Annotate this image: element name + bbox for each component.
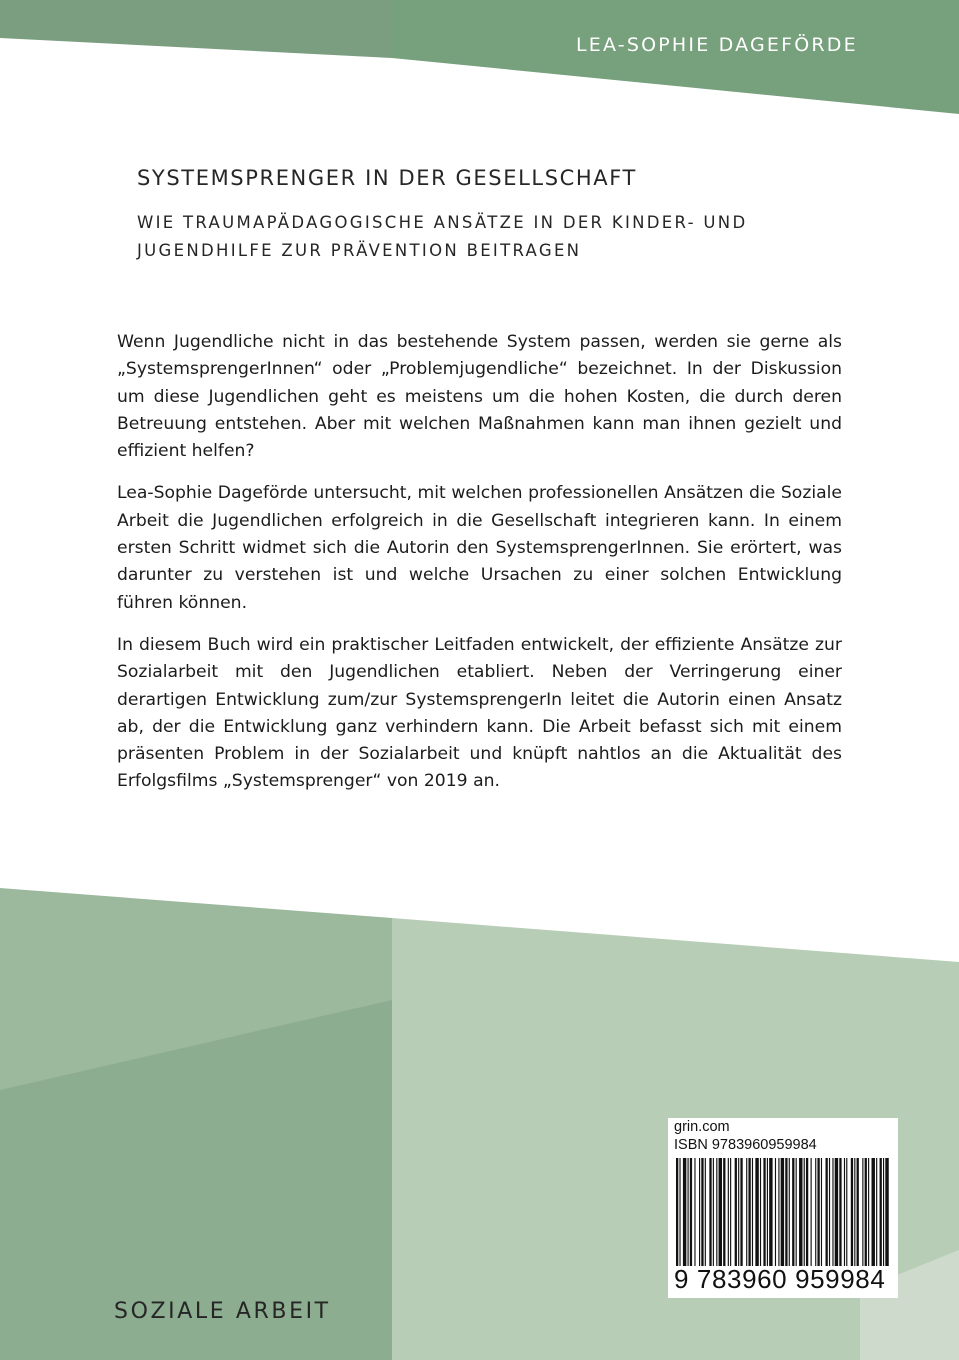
- barcode-bar: [789, 1158, 790, 1266]
- barcode-bar: [705, 1158, 706, 1266]
- barcode-bar: [679, 1158, 680, 1266]
- barcode-bar: [719, 1158, 722, 1266]
- barcode-bar: [804, 1158, 805, 1266]
- barcode-bar: [792, 1158, 794, 1266]
- barcode-bar: [738, 1158, 739, 1266]
- book-title: SYSTEMSPRENGER IN DER GESELLSCHAFT: [137, 166, 637, 190]
- barcode-bar: [748, 1158, 750, 1266]
- barcode-bar: [735, 1158, 737, 1266]
- publisher-site: grin.com: [674, 1119, 730, 1135]
- barcode-bar: [796, 1158, 797, 1266]
- barcode-bar: [883, 1158, 884, 1266]
- barcode-bar: [694, 1158, 695, 1266]
- author-name: LEA-SOPHIE DAGEFÖRDE: [576, 34, 858, 56]
- barcode-bar: [699, 1158, 700, 1266]
- barcode-bar: [854, 1158, 855, 1266]
- barcode-bar: [857, 1158, 859, 1266]
- barcode-bar: [844, 1158, 845, 1266]
- barcode-bar: [763, 1158, 765, 1266]
- barcode-bar: [746, 1158, 747, 1266]
- barcode-bar: [690, 1158, 692, 1266]
- blurb-paragraph: Wenn Jugendliche nicht in das bestehende System passen, werden sie gerne als „SystemsprengerInnen“ oder „Problemjugendliche“ bezeichnet. In der Diskussion um diese Jugendlichen geht es meistens um die hohen Kosten, die durch deren Betreuung entstehen. Aber mit welchen Maßnahmen kann man ihnen gezielt und effizient helfen?: [117, 332, 842, 462]
- barcode-bar: [755, 1158, 758, 1266]
- book-subtitle: [137, 209, 837, 265]
- barcode-bar: [778, 1158, 779, 1266]
- barcode-bar: [723, 1158, 725, 1266]
- barcode-bar: [846, 1158, 847, 1266]
- back-cover-blurb: [117, 329, 842, 811]
- barcode-bar: [817, 1158, 819, 1266]
- subtitle-line: WIE TRAUMAPÄDAGOGISCHE ANSÄTZE IN DER KINDER- UND: [137, 213, 748, 232]
- barcode-bar: [811, 1158, 812, 1266]
- barcode-bar: [775, 1158, 776, 1266]
- barcode-bar: [730, 1158, 731, 1266]
- barcode-bar: [876, 1158, 877, 1266]
- barcode-bar: [769, 1158, 772, 1266]
- barcode-bar: [683, 1158, 686, 1266]
- barcode: [674, 1158, 894, 1266]
- barcode-bar: [688, 1158, 689, 1266]
- barcode-bar: [862, 1158, 863, 1266]
- top-band-dark: [0, 0, 392, 58]
- barcode-bar: [728, 1158, 729, 1266]
- isbn-label: ISBN 9783960959984: [674, 1137, 817, 1153]
- barcode-bar: [839, 1158, 841, 1266]
- barcode-number: 9 783960 959984: [674, 1264, 886, 1294]
- barcode-bar: [781, 1158, 784, 1266]
- barcode-bar: [713, 1158, 714, 1266]
- barcode-bar: [829, 1158, 830, 1266]
- barcode-bar: [716, 1158, 717, 1266]
- barcode-bar: [701, 1158, 703, 1266]
- top-band-mid: [392, 0, 959, 114]
- barcode-bar: [740, 1158, 742, 1266]
- barcode-bar: [868, 1158, 869, 1266]
- barcode-bar: [676, 1158, 678, 1266]
- barcode-bar: [767, 1158, 768, 1266]
- blurb-paragraph: In diesem Buch wird ein praktischer Leitfaden entwickelt, der effiziente Ansätze zur Sozialarbeit mit den Jugendlichen etabliert. Neben der Verringerung einer derartigen Entwicklung zum/zur SystemsprengerIn leitet die Autorin einen Ansatz ab, der die Entwicklung ganz verhindern kann. Die Arbeit befasst sich mit einem präsenten Problem in der Sozialarbeit und knüpft nahtlos an die Aktualität des Erfolgsfilms „Systemsprenger“ von 2019 an.: [117, 634, 842, 792]
- barcode-bar: [885, 1158, 888, 1266]
- barcode-bar: [872, 1158, 875, 1266]
- blurb-paragraph: Lea-Sophie Dageförde untersucht, mit welchen professionellen Ansätzen die Soziale Arbeit die Jugendlichen erfolgreich in die Gesellschaft integrieren kann. In einem ersten Schritt widmet sich die Autorin den SystemsprengerInnen. Sie erörtert, was darunter zu verstehen ist und welche Ursachen zu einer solchen Entwicklung führen können.: [117, 483, 842, 613]
- barcode-bar: [709, 1158, 711, 1266]
- barcode-bar: [821, 1158, 822, 1266]
- series-name: SOZIALE ARBEIT: [114, 1299, 331, 1324]
- barcode-bar: [880, 1158, 882, 1266]
- barcode-bar: [815, 1158, 816, 1266]
- barcode-bar: [806, 1158, 808, 1266]
- barcode-bar: [826, 1158, 828, 1266]
- barcode-bar: [760, 1158, 761, 1266]
- subtitle-line: JUGENDHILFE ZUR PRÄVENTION BEITRAGEN: [137, 241, 582, 260]
- barcode-bar: [752, 1158, 753, 1266]
- barcode-bar: [865, 1158, 867, 1266]
- barcode-bar: [835, 1158, 838, 1266]
- barcode-bar: [785, 1158, 787, 1266]
- barcode-bar: [799, 1158, 802, 1266]
- barcode-bar: [851, 1158, 853, 1266]
- barcode-bar: [832, 1158, 833, 1266]
